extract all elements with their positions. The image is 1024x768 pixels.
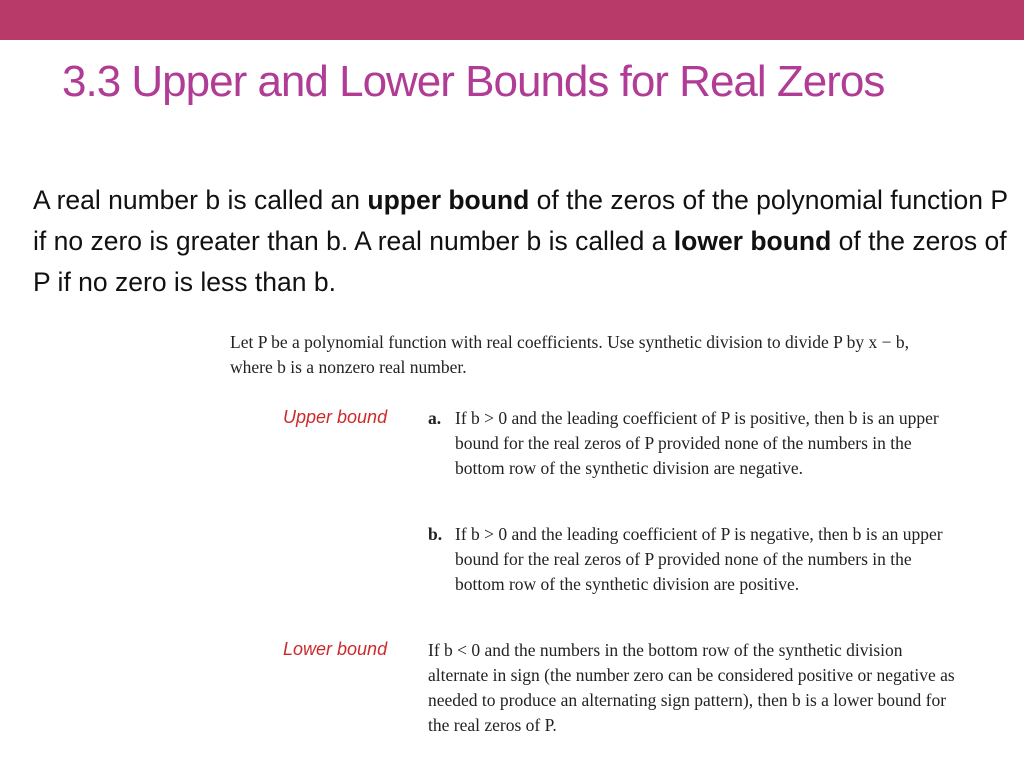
term-upper-bound: upper bound — [367, 185, 530, 215]
intro-paragraph — [33, 180, 1008, 303]
item-b-letter: b. — [428, 524, 443, 544]
intro-text-2: of the zeros of the polynomial function P if no zero is greater than b. A real number b is called a — [33, 185, 1008, 256]
item-a-letter: a. — [428, 408, 442, 428]
lower-bound-label: Lower bound — [283, 639, 388, 659]
slide-title: 3.3 Upper and Lower Bounds for Real Zeros — [62, 57, 885, 106]
intro-text-1: A real number b is called an — [33, 185, 368, 215]
lower-bound-text: If b < 0 and the numbers in the bottom row of the synthetic division alternate in sign (the number zero can be considered positive or negative as needed to produce an alternating sign pattern), then b is a lower bound for the real zeros of P. — [428, 640, 955, 735]
term-lower-bound: lower bound — [673, 226, 832, 256]
excerpt-preamble: Let P be a polynomial function with real coefficients. Use synthetic division to divide P by x − b, where b is a nonzero real number. — [230, 332, 909, 377]
item-b-text: If b > 0 and the leading coefficient of P is negative, then b is an upper bound for the real zeros of P provided none of the numbers in the bottom row of the synthetic division are positive. — [455, 524, 943, 594]
upper-bound-label: Upper bound — [283, 407, 388, 427]
top-accent-bar — [0, 0, 1024, 40]
textbook-excerpt — [230, 330, 990, 768]
intro-text-3: of the zeros of P if no zero is less than b. — [33, 226, 1007, 297]
item-a-text: If b > 0 and the leading coefficient of P is positive, then b is an upper bound for the real zeros of P provided none of the numbers in the bottom row of the synthetic division are negative. — [455, 408, 939, 478]
